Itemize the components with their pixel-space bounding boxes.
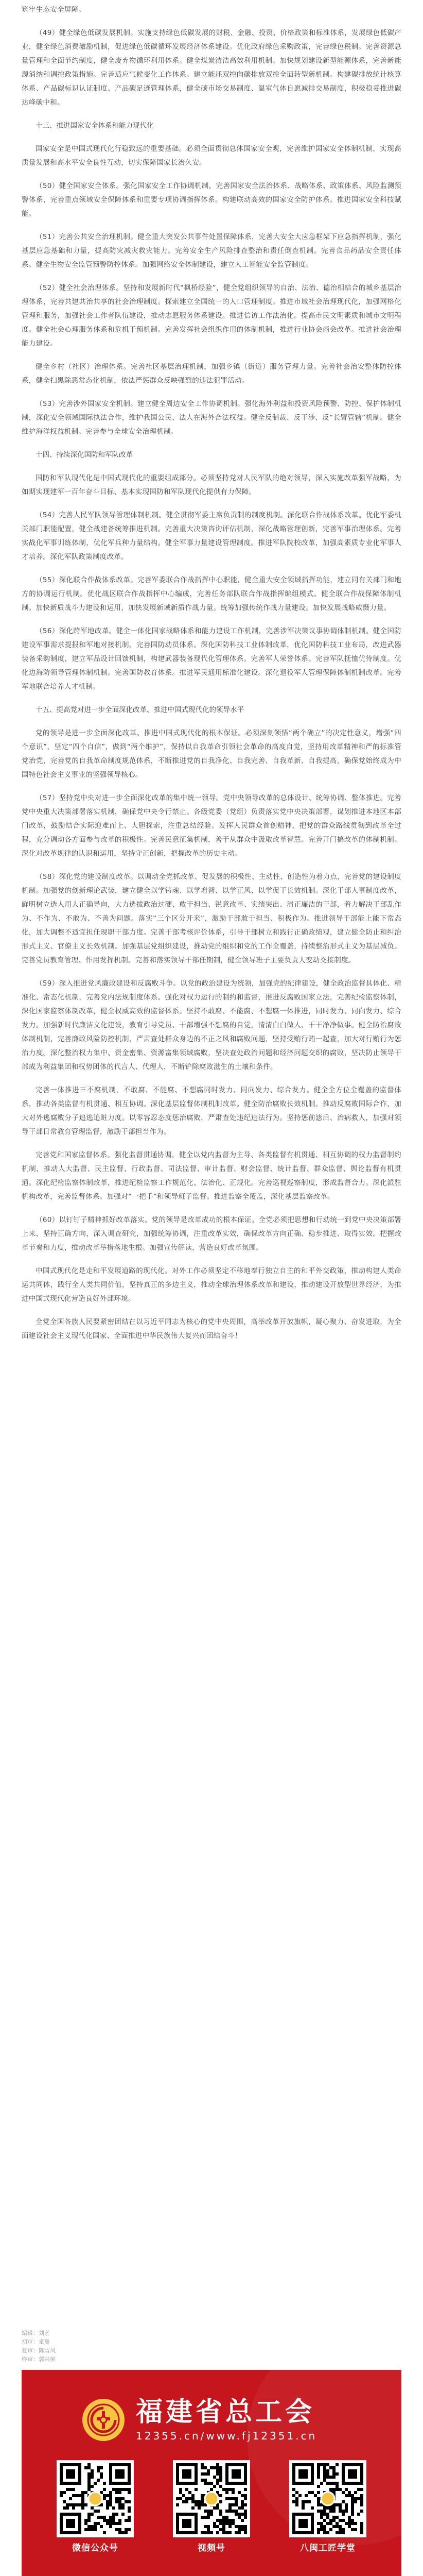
qr-video-channel[interactable]	[173, 2460, 250, 2554]
editor-credits	[22, 2329, 56, 2364]
article-paragraph: （57）坚持党中央对进一步全面深化改革的集中统一领导。党中央领导改革的总体设计、统筹协调、整体推进。完善党中央重大决策部署落实机制，确保党中央令行禁止。各级党委（党组）负责落实党中央决策部署，谋划推进本地区本部门改革，鼓励结合实际迎难而上、大胆探索，注重总结经验。发挥人民群众首创精神，把党的群众路线贯彻到改革全过程，充分调动各方面参与改革的积极性。完善民意征集机制，善于从群众中汲取改革智慧。完善开门搞改革的体制机制。深化对改革规律的认识和运用，坚持守正创新，把握改革的历史主动。	[22, 794, 401, 858]
second-review-line: 复审：陈雪风	[22, 2347, 56, 2354]
section-heading: 十四、持续深化国防和军队改革	[36, 451, 133, 459]
article-paragraph: 完善党和国家监督体系。强化监督贯通协调，健全以党内监督为主导、各类监督有机贯通、相互协调的权力监督制约机制，推动人大监督、民主监督、行政监督、司法监督、审计监督、财会监督、统计监督、群众监督、舆论监督有机贯通。深化纪检监察体制改革，推进纪检监察工作规范化、法治化、正规化。完善巡视巡察制度，形成监督合力。深化派驻机构改革，完善监督体系。加强对“一把手”和领导班子监督。推进监察全覆盖，深化基层监察改革。	[22, 1151, 401, 1201]
first-review-line: 初审：童蔓	[22, 2338, 50, 2345]
section-heading: 十五、提高党对进一步全面深化改革、推进中国式现代化的领导水平	[36, 706, 244, 714]
article-paragraph: 国防和军队现代化是中国式现代化的重要组成部分。必须坚持党对人民军队的绝对领导，深入实施改革强军战略，为如期实现建军一百年奋斗目标、基本实现国防和军队现代化提供有力保障。	[22, 474, 401, 496]
union-promo-poster	[22, 2370, 401, 2576]
qr-code-icon	[57, 2460, 134, 2537]
article-paragraph: （49）健全绿色低碳发展机制。实施支持绿色低碳发展的财税、金融、投资、价格政策和标准体系，发展绿色低碳产业，健全绿色消费激励机制，促进绿色低碳循环发展经济体系建设。优化政府绿色采购政策，完善绿色税制。完善资源总量管理和全面节约制度，健全废弃物循环利用体系。健全煤炭清洁高效利用机制。加快规划建设新型能源体系，完善新能源消纳和调控政策措施。完善适应气候变化工作体系。建立能耗双控向碳排放双控全面转型新机制。构建碳排放统计核算体系、产品碳标识认证制度、产品碳足迹管理体系，健全碳市场交易制度、温室气体自愿减排交易制度，积极稳妥推进碳达峰碳中和。	[22, 29, 401, 107]
qr-wechat[interactable]	[57, 2460, 134, 2554]
article-paragraph: （53）完善涉外国家安全机制。建立健全周边安全工作协调机制。强化海外利益和投资风险预警、防控、保护体制机制，深化安全领域国际执法合作，维护我国公民、法人在海外合法权益。健全反制裁、反干涉、反“长臂管辖”机制。健全维护海洋权益机制。完善参与全球安全治理机制。	[22, 400, 401, 436]
article-body	[22, 0, 401, 1352]
org-url: 12355.cn/www.fj12351.cn	[136, 2430, 318, 2442]
article-paragraph: （59）深入推进党风廉政建设和反腐败斗争。以党的政治建设为统领，加强党的纪律建设，健全政治监督具体化、精准化、常态化机制，完善党内法规制度体系。强化对权力运行的制约和监督，推进反腐败国家立法，完善纪检监察体制，深化国家监察体制改革，健全权威高效的监督体系。坚持不敢腐、不能腐、不想腐一体推进，同时发力、同向发力、综合发力。加强新时代廉洁文化建设，教育引导党员、干部增强不想腐的自觉，清清白白做人、干干净净做事。健全防治腐败体制机制，完善廉政风险防控机制，严肃查处群众身边的不正之风和腐败问题，坚持受贿行贿一起查，加大对行贿行为惩治力度。深化整治权力集中、资金密集、资源富集领域腐败，坚决查处政治问题和经济问题交织的腐败，坚决防止领导干部成为利益集团和权势团体的代言人、代理人，不断铲除腐败滋生的土壤和条件。	[22, 979, 401, 1071]
article-paragraph: （60）以钉钉子精神抓好改革落实。党的领导是改革成功的根本保证。全党必须把思想和行动统一到党中央决策部署上来，坚持正确方向，深入调查研究，加强统筹协调，注重改革实效，确保改革方向正确、稳步推进、取得实效。把握改革节奏和力度，推动改革举措落地生根。加强宣传解读，营造良好改革氛围。	[22, 1216, 401, 1252]
org-name: 福建省总工会	[136, 2396, 315, 2428]
article-paragraph: （58）深化党的建设制度改革。以调动全党抓改革、促发展的积极性、主动性、创造性为着力点，完善党的建设制度机制。加强党的创新理论武装，建立健全以学铸魂、以学增智、以学正风、以学促干长效机制。深化干部人事制度改革，鲜明树立选人用人正确导向，大力选拔政治过硬、敢于担当、锐意改革、实绩突出、清正廉洁的干部，着力解决干部乱作为、不作为、不敢为、不善为问题。落实“三个区分开来”，激励干部敢于担当、积极作为。推进领导干部能上能下常态化，加大调整不适宜担任现职干部力度。完善干部考核评价体系，引导干部树立和践行正确政绩观，建立健全防止和纠治形式主义、官僚主义长效机制。加强基层党组织建设，推动党的组织和党的工作全覆盖，持续整治形式主义为基层减负。完善党员教育管理、作用发挥机制。完善和落实领导干部任期制，健全领导班子主要负责人变动交接制度。	[22, 873, 401, 964]
article-paragraph: 健全乡村（社区）治理体系。完善社区基层治理机制，加强乡镇（街道）服务管理力量。完善社会治安整体防控体系，健全扫黑除恶常态化机制，依法严惩群众反映强烈的违法犯罪活动。	[22, 363, 401, 385]
article-paragraph: 筑牢生态安全屏障。	[22, 6, 86, 14]
article-paragraph: （52）健全社会治理体系。坚持和发展新时代“枫桥经验”，健全党组织领导的自治、法治、德治相结合的城乡基层治理体系，完善共建共治共享的社会治理制度。探索建立全国统一的人口管理制度。推进市域社会治理现代化，加强网格化管理和服务，加强社会工作者队伍建设，推动志愿服务体系建设。推进信访工作法治化。提高市民文明素质和城市文明程度。健全社会心理服务体系和危机干预机制。完善发挥社会组织作用的体制机制，推进行业协会商会改革。推进社会治理能力建设。	[22, 284, 401, 348]
article-paragraph: （51）完善公共安全治理机制。健全重大突发公共事件处置保障体系，完善大安全大应急框架下应急指挥机制，强化基层应急基础和力量，提高防灾减灾救灾能力。完善安全生产风险排查整治和责任倒查机制。完善食品药品安全责任体系。健全生物安全监管预警防控体系。加强网络安全体制建设，建立人工智能安全监管制度。	[22, 233, 401, 269]
qr-label: 视频号	[198, 2543, 225, 2553]
qr-code-icon	[173, 2460, 250, 2537]
union-logo-icon	[82, 2399, 125, 2441]
qr-craftsman-school[interactable]	[289, 2460, 366, 2554]
article-paragraph: （54）完善人民军队领导管理体制机制。健全贯彻军委主席负责制的制度机制。深化联合作战体系改革。优化军委机关部门职能配置，健全战建备统筹推进机制。完善重大决策咨询评估机制，深化战略管理创新，完善军事治理体系。完善实战化军事训练体制，优化军兵种力量结构。健全军事力量建设管理制度。推进军队院校改革，加强高素质专业化军事人才培养。深化军队政策制度改革。	[22, 511, 401, 561]
qr-label: 微信公众号	[72, 2543, 118, 2553]
qr-label: 八闽工匠学堂	[300, 2543, 356, 2553]
editor-line: 编辑：刘艺	[22, 2330, 50, 2336]
poster-header	[82, 2397, 317, 2443]
article-paragraph: （56）深化跨军地改革。健全一体化国家战略体系和能力建设工作机制，完善涉军决策议事协调体制机制。健全国防建设军事需求提报和军地对接机制。完善国防动员体系。深化国防科技工业体制改革，优化国防科技工业布局，改进武器装备采购制度，建立军品设计回馈机制，构建武器装备现代化管理体系。完善军人荣誉体系。完善军队抚恤优待制度。优化边海防领导管理体制机制。完善国防教育体系。推进军民通用标准化建设。深化退役军人管理保障体制机制改革。完善军地联合培养人才机制。	[22, 627, 401, 691]
article-paragraph: 中国式现代化是走和平发展道路的现代化。对外工作必须坚定不移地奉行独立自主的和平外交政策，推动构建人类命运共同体，践行全人类共同价值，坚持真正的多边主义，推动全球治理体系改革和建设，推动建设开放型世界经济，为推进中国式现代化营造良好外部环境。	[22, 1267, 401, 1303]
article-paragraph: （50）健全国家安全体系。强化国家安全工作协调机制，完善国家安全法治体系、战略体系、政策体系、风险监测预警体系，完善重点领域安全保障体系和重要专项协调指挥体系。构建联动高效的国家安全防护体系。推进国家安全科技赋能。	[22, 182, 401, 218]
final-review-line: 终审：郭兴荣	[22, 2356, 56, 2363]
article-paragraph: 党的领导是进一步全面深化改革、推进中国式现代化的根本保证。必须深刻领悟“两个确立”的决定性意义，增强“四个意识”，坚定“四个自信”，做到“两个维护”，保持以自我革命引领社会革命的高度自觉，坚持用改革精神和严的标准管党治党，完善党的自我革命制度规范体系，不断推进党的自我净化、自我完善、自我革新、自我提高，确保党始终成为中国特色社会主义事业的坚强领导核心。	[22, 729, 401, 779]
article-paragraph: 全党全国各族人民要紧密团结在以习近平同志为核心的党中央周围，高举改革开放旗帜，凝心聚力、奋发进取，为全面建设社会主义现代化国家、全面推进中华民族伟大复兴而团结奋斗！	[22, 1318, 401, 1340]
article-paragraph: 完善一体推进三不腐机制，不敢腐、不能腐、不想腐同时发力、同向发力、综合发力。健全全方位全覆盖的监督体系，推动各类监督有机贯通、相互协调。深化基层监督体制机制改革。健全防治腐败长效机制。推动反腐败国际合作，加大对外逃腐败分子追逃追赃力度。以零容忍态度惩治腐败，严肃查处违纪违法行为。坚持惩前毖后、治病救人，加强对领导干部日常教育管理监督，激励干部担当作为。	[22, 1086, 401, 1136]
section-heading: 十三、推进国家安全体系和能力现代化	[36, 122, 154, 130]
qr-code-icon	[289, 2460, 366, 2537]
article-paragraph: （55）深化联合作战体系改革。完善军委联合作战指挥中心职能，健全重大安全领域指挥功能，建立同有关部门和地方的协调运行机制。优化战区联合作战指挥中心编成，完善任务部队联合作战指挥编组模式。健全联合作战保障体制机制。加快新质战斗力建设和运用，加快发展新域新质作战力量。统筹加强传统作战力量建设。加快发展战略威慑力量。	[22, 576, 401, 612]
article-paragraph: 国家安全是中国式现代化行稳致远的重要基础。必须全面贯彻总体国家安全观，完善维护国家安全体制机制，实现高质量发展和高水平安全良性互动，切实保障国家长治久安。	[22, 145, 401, 167]
